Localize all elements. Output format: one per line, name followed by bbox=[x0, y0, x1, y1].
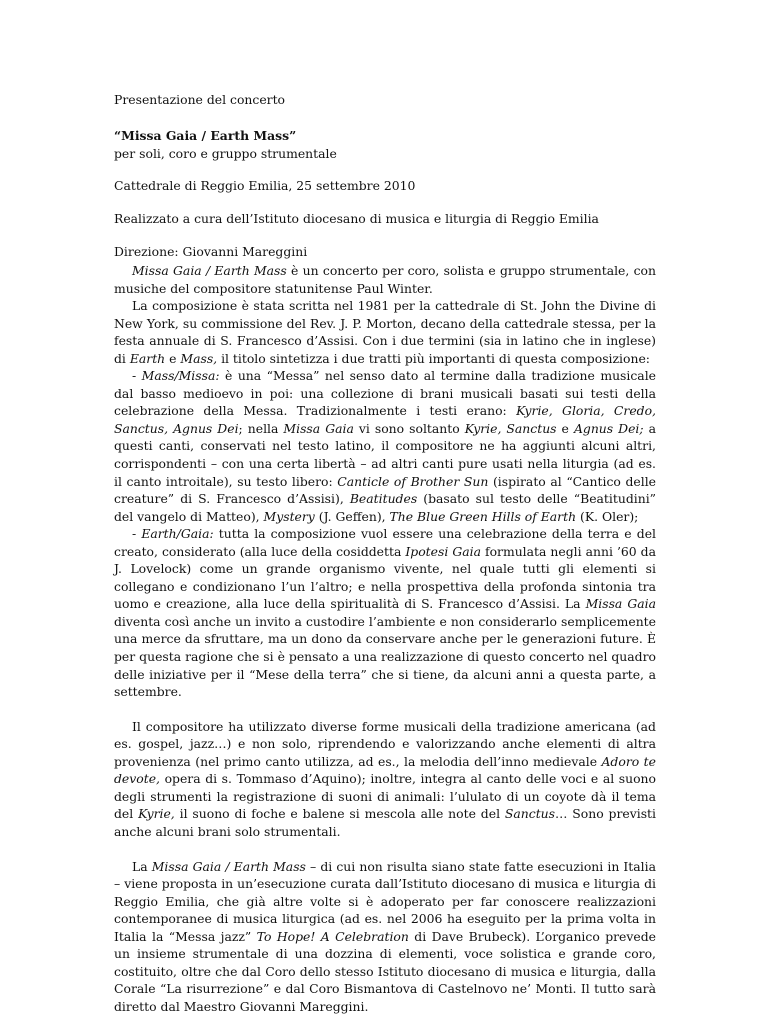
organizer-line: Realizzato a cura dell’Istituto diocesano di musica e liturgia di Reggio Emilia bbox=[114, 210, 599, 228]
italic-run: Kyrie, Gloria, Credo, Sanctus, Agnus Dei bbox=[114, 403, 656, 436]
doc-heading: Presentazione del concerto bbox=[114, 91, 285, 109]
text-run: ; nella bbox=[239, 421, 284, 436]
text-run: è una “Messa” nel senso dato al termine dalla tradizione musicale dal basso medioevo in poi: una collezione di brani musicali basati sui testi della celebrazione della Messa. Tradizionalmente i testi erano: bbox=[114, 368, 656, 418]
italic-run: Ipotesi Gaia bbox=[405, 544, 481, 559]
italic-run: To Hope! A Celebration bbox=[257, 929, 409, 944]
text-run: Il compositore ha utilizzato diverse forme musicali della tradizione americana (ad es. gospel, jazz…) e non solo, riprendendo e valorizzando anche elementi di altra provenienza (nel primo canto utilizza, ad es., la melodia dell’inno medievale bbox=[114, 719, 656, 769]
paragraph bbox=[114, 718, 656, 841]
italic-run: Canticle of Brother Sun bbox=[337, 474, 488, 489]
text-run: vi sono soltanto bbox=[354, 421, 465, 436]
text-run: (K. Oler); bbox=[576, 509, 638, 524]
text-run: - bbox=[132, 368, 142, 383]
paragraph bbox=[114, 858, 656, 1015]
text-run: di Dave Brubeck). L’organico prevede un insieme strumentale di una dozzina di elementi, voce solistica e grande coro, costituito, oltre che dal Coro dello stesso Istituto diocesano di musica e liturgia, dalla Corale “La risurrezione” e dal Coro Bismantova di Castelnovo ne’ Monti. Il tutto sarà diretto dal Maestro Giovanni Mareggini. bbox=[114, 929, 656, 1014]
italic-run: Earth bbox=[130, 351, 165, 366]
text-run: (ispirato al “Cantico delle creature” di S. Francesco d’Assisi), bbox=[114, 474, 656, 507]
concert-subtitle: per soli, coro e gruppo strumentale bbox=[114, 145, 337, 163]
concert-title: “Missa Gaia / Earth Mass” bbox=[114, 127, 296, 145]
paragraph bbox=[114, 367, 656, 525]
text-run: La composizione è stata scritta nel 1981 per la cattedrale di St. John the Divine di New York, su commissione del Rev. J. P. Morton, decano della cattedrale stessa, per la festa annuale di S. Francesco d’Assisi. Con i due termini (sia in latino che in inglese) di bbox=[114, 298, 656, 366]
text-run: e bbox=[557, 421, 574, 436]
text-run: il suono di foche e balene si mescola alle note del bbox=[175, 806, 505, 821]
text-run: diventa così anche un invito a custodire l’ambiente e non considerarlo semplicemente una merce da sfruttare, ma un dono da conservare anche per le generazioni future. È per questa ragione che si è pensato a una realizzazione di questo concerto nel quadro delle iniziative per il “Mese della terra” che si tiene, da alcuni anni a questa parte, a settembre. bbox=[114, 614, 656, 699]
italic-run: Missa Gaia bbox=[586, 596, 656, 611]
paragraph bbox=[114, 297, 656, 367]
italic-run: Earth/Gaia: bbox=[141, 526, 213, 541]
text-run: (basato sul testo delle “Beatitudini” del vangelo di Matteo), bbox=[114, 491, 656, 524]
italic-run: Mass/Missa: bbox=[142, 368, 220, 383]
italic-run: Kyrie, Sanctus bbox=[465, 421, 557, 436]
italic-run: Kyrie, bbox=[138, 806, 175, 821]
director-line: Direzione: Giovanni Mareggini bbox=[114, 243, 307, 261]
text-run: tutta la composizione vuol essere una celebrazione della terra e del creato, considerato (alla luce della cosiddetta bbox=[114, 526, 656, 559]
italic-run: Beatitudes bbox=[350, 491, 417, 506]
text-run: e bbox=[165, 351, 180, 366]
text-run: a questi canti, conservati nel testo latino, il compositore ne ha aggiunti alcuni altri, corrispondenti – con una certa libertà – ad altri canti pure usati nella liturgia (ad es. il canto introitale), su testo libero: bbox=[114, 421, 656, 489]
text-run: il titolo sintetizza i due tratti più importanti di questa composizione: bbox=[217, 351, 650, 366]
text-run: è un concerto per coro, solista e gruppo strumentale, con musiche del compositore statunitense Paul Winter. bbox=[114, 263, 656, 296]
italic-run: Sanctus bbox=[505, 806, 555, 821]
paragraph bbox=[114, 262, 656, 297]
text-run: formulata negli anni ’60 da J. Lovelock) come un grande organismo vivente, nel quale tutti gli elementi si collegano e condizionano l’un l’altro; e nella prospettiva della profonda sintonia tra uomo e creazione, alla luce della spiritualità di S. Francesco d’Assisi. La bbox=[114, 544, 656, 612]
italic-run: Adoro te devote, bbox=[114, 754, 656, 787]
text-run: (J. Geffen), bbox=[315, 509, 390, 524]
text-run: La bbox=[132, 859, 152, 874]
text-run: opera di s. Tommaso d’Aquino); inoltre, integra al canto delle voci e al suono degli strumenti la registrazione di suoni di animali: l’ululato di un coyote dà il tema del bbox=[114, 771, 656, 821]
venue-date: Cattedrale di Reggio Emilia, 25 settembre 2010 bbox=[114, 177, 415, 195]
body-text bbox=[114, 262, 656, 1015]
text-run: - bbox=[132, 526, 141, 541]
text-run: … Sono previsti anche alcuni brani solo strumentali. bbox=[114, 806, 656, 839]
italic-run: Missa Gaia / Earth Mass bbox=[132, 263, 287, 278]
text-run: – di cui non risulta siano state fatte esecuzioni in Italia – viene proposta in un’esecuzione curata dall’Istituto diocesano di musica e liturgia di Reggio Emilia, che già altre volte si è adoperato per far conoscere realizzazioni contemporanee di musica liturgica (ad es. nel 2006 ha eseguito per la prima volta in Italia la “Messa jazz” bbox=[114, 859, 656, 944]
italic-run: The Blue Green Hills of Earth bbox=[390, 509, 577, 524]
italic-run: Mass, bbox=[180, 351, 217, 366]
italic-run: Missa Gaia / Earth Mass bbox=[152, 859, 306, 874]
italic-run: Agnus Dei; bbox=[574, 421, 644, 436]
italic-run: Missa Gaia bbox=[283, 421, 353, 436]
italic-run: Mystery bbox=[264, 509, 315, 524]
paragraph bbox=[114, 525, 656, 700]
